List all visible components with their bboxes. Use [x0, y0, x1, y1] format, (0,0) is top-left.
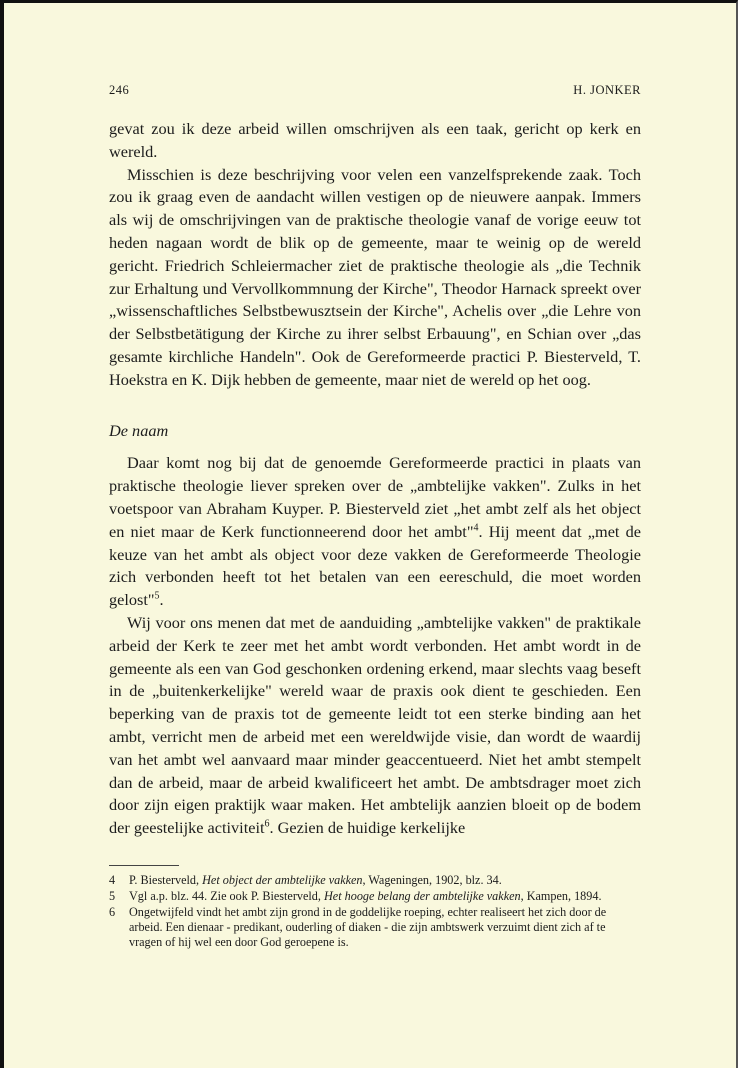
footnote-ref: 6: [264, 818, 270, 830]
body-text: [109, 118, 641, 840]
footnote: [109, 905, 641, 950]
running-head-author: H. JONKER: [573, 83, 641, 97]
footnote: [109, 889, 641, 904]
footnote-text: Ongetwijfeld vindt het ambt zijn grond in de goddelijke roeping, echter realiseert het zich door de arbeid. Een dienaar - predikant, ouderling of diaken - die zijn ambtswerk verzuimt dient zich af te vragen of hij wel een door God geroepene is.: [129, 905, 607, 949]
paragraph-continuation: gevat zou ik deze arbeid willen omschrijven als een taak, gericht op kerk en wereld.: [109, 119, 641, 161]
footnote-title: Het hooge belang der ambtelijke vakken: [323, 889, 521, 903]
footnote-divider: [109, 865, 179, 866]
footnote-ref: 4: [473, 522, 479, 534]
paragraph: Misschien is deze beschrijving voor velen een vanzelfsprekende zaak. Toch zou ik graag even de aandacht willen vestigen op de nieuwere aanpak. Immers als wij de omschrijvingen van de praktische theologie vanaf de vorige eeuw tot heden nagaan wordt de blik op de gemeente, maar te weinig op de wereld gericht. Friedrich Schleiermacher ziet de praktische theologie als „die Technik zur Erhaltung und Vervollkommnung der Kirche", Theodor Harnack spreekt over „wissenschaftliches Selbstbewusztsein der Kirche", Achelis over „die Lehre von der Selbstbetätigung der Kirche zu ihrer selbst Erbauung", en Schian over „das gesamte kirchliche Handeln". Ook de Gereformeerde practici P. Biesterveld, T. Hoekstra en K. Dijk hebben de gemeente, maar niet de wereld op het oog.: [109, 164, 641, 389]
footnote-title: Het object der ambtelijke vakken: [202, 873, 363, 887]
footnote-ref: 5: [154, 590, 160, 602]
section-heading: De naam: [109, 420, 169, 440]
footnote-number: 6: [109, 905, 116, 919]
page-number: 246: [109, 83, 130, 97]
footnote-text: Vgl a.p. blz. 44. Zie ook P. Biesterveld, Het hooge belang der ambtelijke vakken, Kampen, 1894.: [129, 889, 602, 903]
footnote-number: 4: [109, 873, 116, 887]
footnote-text: P. Biesterveld, Het object der ambtelijke vakken, Wageningen, 1902, blz. 34.: [129, 873, 502, 887]
footnotes: [109, 873, 641, 951]
paragraph: Wij voor ons menen dat met de aanduiding „ambtelijke vakken" de praktikale arbeid der Kerk te zeer met het ambt wordt verbonden. Het ambt wordt in de gemeente als een van God geschonken ordening erkend, maar slechts vaag beseft in de „buitenkerkelijke" wereld waar de praxis ook dient te geschieden. Een beperking van de praxis tot de gemeente leidt tot een sterke binding aan het ambt, verricht men de arbeid met een wereldwijde visie, dan wordt de waardij van het ambt wel aanvaard maar minder geaccentueerd. Niet het ambt stempelt dan de arbeid, maar de arbeid kwalificeert het ambt. De ambtsdrager moet zich door zijn eigen praktijk waar maken. Het ambtelijk aanzien bloeit op de bodem der geestelijke activiteit$^6$. Gezien de huidige kerkelijke: [109, 612, 641, 838]
paragraph: Daar komt nog bij dat de genoemde Gereformeerde practici in plaats van praktische theologie liever spreken over de „ambtelijke vakken". Zulks in het voetspoor van Abraham Kuyper. P. Biesterveld ziet „het ambt zelf als het object en niet maar de Kerk functionneerend door het ambt"$^4$. Hij meent dat „met de keuze van het ambt als object voor deze vakken de Gereformeerde Theologie zich verbonden heeft tot het betalen van een eereschuld, die moet worden gelost"$^5$.: [109, 453, 641, 610]
footnote-number: 5: [109, 889, 116, 903]
running-head: [109, 83, 641, 98]
footnote: [109, 873, 641, 888]
